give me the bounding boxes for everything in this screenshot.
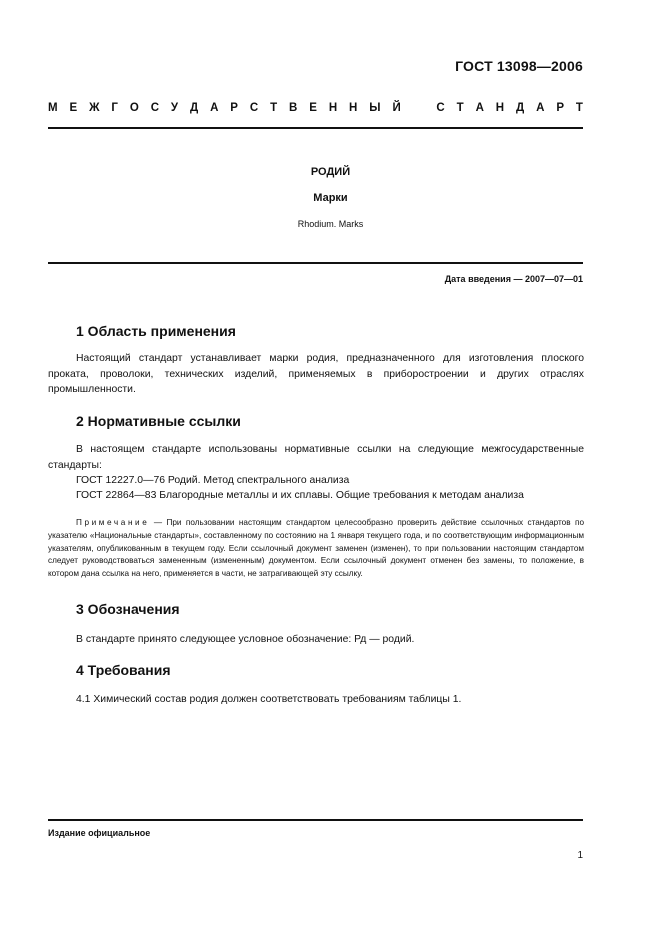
reference-item: ГОСТ 22864—83 Благородные металлы и их сплавы. Общие требования к методам анализа [76,490,524,501]
heading-letter: О [129,102,139,114]
heading-letter: Ж [89,102,100,114]
heading-letter: А [475,102,484,114]
heading-letter: Й [392,102,401,114]
heading-letter: Т [575,102,583,114]
heading-letter: М [48,102,58,114]
section-scope-text: Настоящий стандарт устанавливает марки родия, предназначенного для изготовления плоского проката, проволоки, технических изделий, применяемых в приборостроении и других отраслях промышленности. [48,353,584,395]
references-note [48,517,584,581]
page-number: 1 [577,850,583,861]
heading-letter: Е [69,102,78,114]
heading-letter: А [210,102,219,114]
section-references-heading: 2 Нормативные ссылки [76,413,241,429]
section-references-intro: В настоящем стандарте использованы нормативные ссылки на следующие межгосударственные стандарты: [48,444,584,471]
section-designations-heading: 3 Обозначения [76,601,180,617]
document-subtitle: Марки [313,192,348,204]
english-title: Rhodium. Marks [297,219,364,229]
footer-divider [48,819,583,821]
section-requirements-heading: 4 Требования [76,662,171,678]
note-text: — При пользовании настоящим стандартом целесообразно проверить действие ссылочных стандартов по указателю «Национальные стандарты», составленному по состоянию на 1 января текущего года, и по соответствующим информационным указателям, опубликованным в текущем году. Если ссылочный документ заменен (изменен), то при пользовании настоящим стандартом следует руководствоваться замененным (измененным) документом. Если ссылочный документ отменен без замены, то положение, в котором дана ссылка на него, применяется в части, не затрагивающей эту ссылку. [48,518,585,579]
note-label: Примечание [76,518,150,527]
heading-letter: Д [189,102,199,114]
heading-letter: У [170,102,179,114]
heading-letter: Н [349,102,358,114]
effective-date: Дата введения — 2007—07—01 [444,274,583,284]
heading-letter: В [289,102,298,114]
heading-letter: Т [456,102,464,114]
heading-letter: Д [516,102,525,114]
header-divider [48,127,583,129]
section-designations-text: В стандарте принято следующее условное обозначение: Рд — родий. [76,634,415,645]
heading-letter: Г [111,102,118,114]
heading-letter: Т [270,102,278,114]
heading-letter: Ы [369,102,381,114]
heading-letter: Р [230,102,238,114]
official-edition-label: Издание официальное [48,828,151,838]
section-scope-heading: 1 Область применения [76,323,236,339]
document-title: РОДИЙ [310,166,351,178]
heading-letter: С [436,102,445,114]
title-divider [48,262,583,264]
interstate-standard-heading [48,102,583,114]
reference-item: ГОСТ 12227.0—76 Родий. Метод спектрального анализа [76,475,350,486]
heading-letter: Н [328,102,338,114]
document-number: ГОСТ 13098—2006 [455,58,583,74]
heading-letter: Р [556,102,565,114]
heading-letter: С [249,102,259,114]
heading-letter: Е [309,102,317,114]
section-requirements-text: 4.1 Химический состав родия должен соответствовать требованиям таблицы 1. [76,694,462,705]
heading-letter: С [150,102,159,114]
heading-letter: Н [495,102,505,114]
heading-letter: А [536,102,545,114]
